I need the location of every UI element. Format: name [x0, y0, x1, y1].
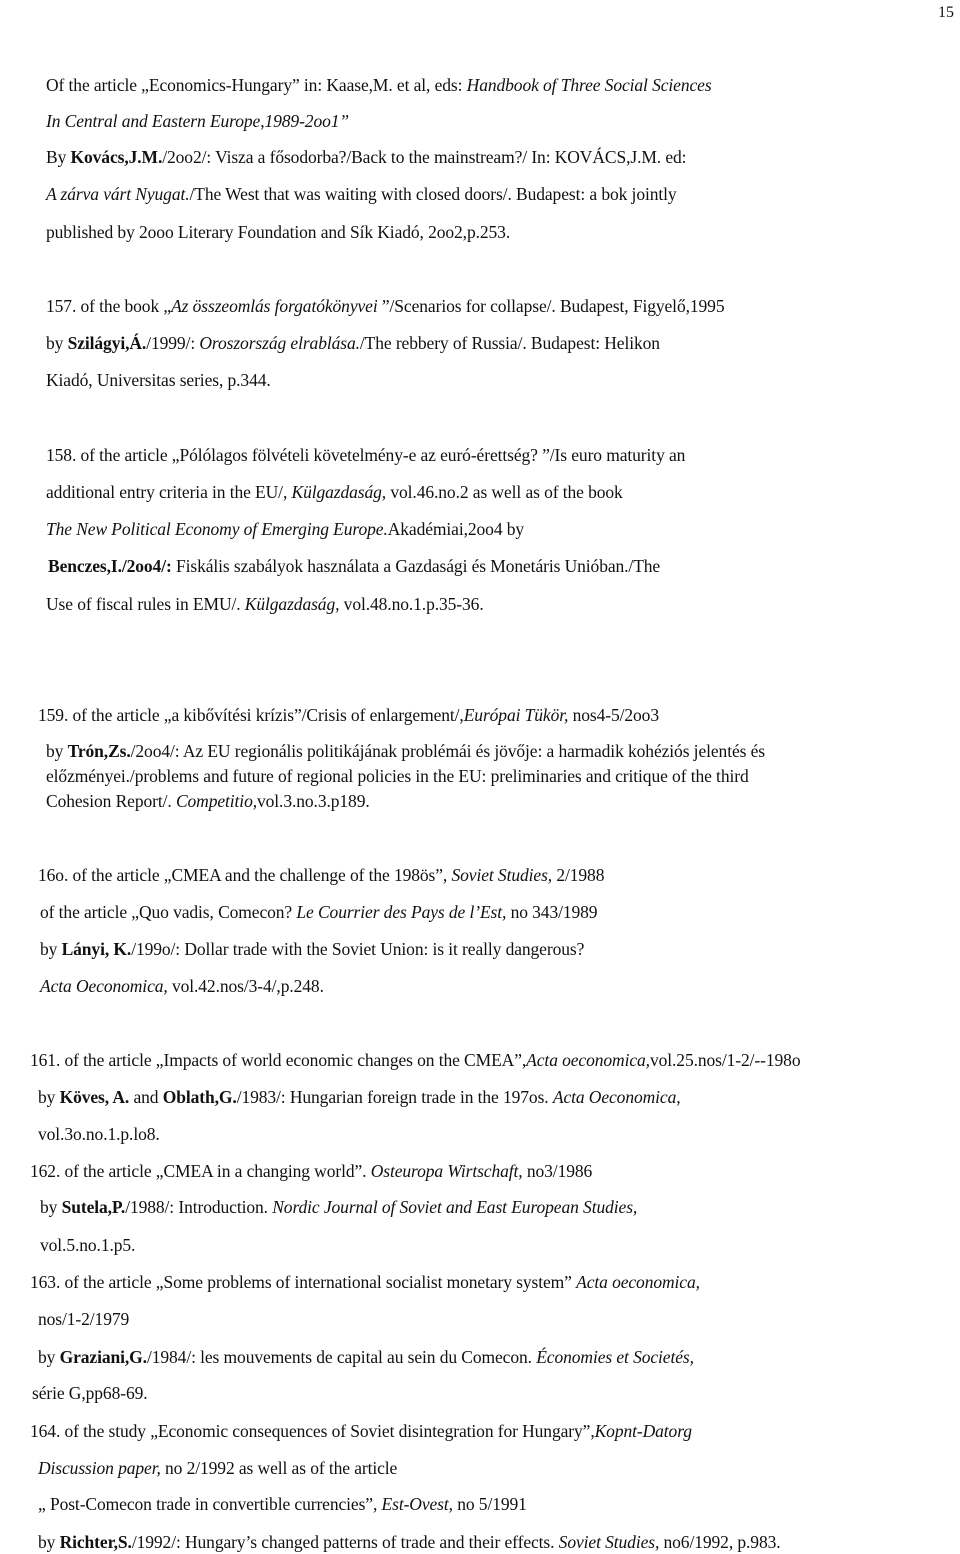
- text-line-l35: [38, 1534, 781, 1552]
- text-line-l8: [46, 372, 271, 390]
- text-segment: by: [40, 939, 62, 959]
- text-segment: Köves, A.: [59, 1087, 130, 1107]
- text-line-l11: [46, 521, 524, 539]
- text-segment: Osteuropa Wirtschaft,: [370, 1161, 523, 1181]
- text-segment: /1983/: Hungarian foreign trade in the 197os.: [236, 1087, 553, 1107]
- text-segment: A zárva várt Nyugat.: [46, 184, 190, 204]
- text-segment: vol.3o.no.1.p.lo8.: [38, 1124, 160, 1144]
- text-segment: série G,pp68-69.: [32, 1383, 148, 1403]
- text-segment: Szilágyi,Á.: [67, 333, 147, 353]
- text-segment: Handbook of Three Social Sciences: [466, 75, 712, 95]
- text-segment: vol.3.no.3.p189.: [257, 791, 370, 811]
- text-segment: /1999/:: [146, 333, 200, 353]
- text-segment: vol.25.nos/1-2/--198o: [649, 1050, 801, 1070]
- text-line-l31: [32, 1385, 148, 1403]
- text-line-l6: [46, 298, 724, 316]
- text-segment: no 343/1989: [506, 902, 598, 922]
- text-line-l4: [46, 186, 677, 204]
- text-segment: vol.5.no.1.p5.: [40, 1235, 136, 1255]
- text-line-l1: [46, 77, 712, 95]
- text-segment: of the article „Quo vadis, Comecon?: [40, 902, 297, 922]
- text-line-l21: [40, 978, 324, 996]
- text-segment: In Central and Eastern Europe,1989-2oo1”: [46, 111, 350, 131]
- text-line-l17: [46, 793, 370, 811]
- text-segment: no 2/1992 as well as of the article: [160, 1458, 398, 1478]
- text-segment: by: [38, 1347, 60, 1367]
- text-segment: Fiskális szabályok használata a Gazdasági és Monetáris Unióban./The: [171, 556, 661, 576]
- text-segment: Benczes,I./2oo4/:: [48, 556, 172, 576]
- text-line-l22: [30, 1052, 800, 1070]
- text-segment: vol.46.no.2 as well as of the book: [386, 482, 623, 502]
- text-line-l15: [46, 743, 765, 761]
- text-segment: Acta Oeconomica,: [552, 1087, 681, 1107]
- text-segment: 161. of the article „Impacts of world economic changes on the CMEA”,: [30, 1050, 527, 1070]
- text-segment: 164. of the study „Economic consequences of Soviet disintegration for Hungary”,: [30, 1421, 595, 1441]
- text-segment: előzményei./problems and future of regional policies in the EU: preliminaries and critique of the third: [46, 766, 749, 786]
- text-segment: /199o/: Dollar trade with the Soviet Union: is it really dangerous?: [131, 939, 585, 959]
- text-segment: Külgazdaság,: [291, 482, 387, 502]
- text-segment: Le Courrier des Pays de l’Est,: [296, 902, 507, 922]
- text-segment: Oroszország elrablása.: [199, 333, 360, 353]
- text-line-l30: [38, 1349, 694, 1367]
- text-segment: Kopnt-Datorg: [594, 1421, 692, 1441]
- text-line-l16: [46, 768, 749, 786]
- text-segment: /1992/: Hungary’s changed patterns of trade and their effects.: [131, 1532, 559, 1552]
- text-segment: no 5/1991: [452, 1494, 527, 1514]
- text-segment: The New Political Economy of Emerging Europe.: [46, 519, 388, 539]
- text-segment: Akadémiai,2oo4 by: [387, 519, 525, 539]
- text-segment: Soviet Studies,: [451, 865, 553, 885]
- text-line-l14: [38, 707, 659, 725]
- page-number: 15: [938, 4, 954, 21]
- text-segment: vol.48.no.1.p.35-36.: [339, 594, 484, 614]
- text-segment: 162. of the article „CMEA in a changing world”.: [30, 1161, 371, 1181]
- text-line-l5: [46, 224, 510, 242]
- text-segment: Az összeomlás forgatókönyvei: [171, 296, 382, 316]
- text-line-l28: [30, 1274, 700, 1292]
- text-segment: Külgazdaság,: [244, 594, 340, 614]
- text-segment: Sutela,P.: [61, 1197, 126, 1217]
- text-segment: Discussion paper,: [38, 1458, 161, 1478]
- text-line-l23: [38, 1089, 681, 1107]
- text-line-l33: [38, 1460, 397, 1478]
- text-line-l3: [46, 149, 686, 167]
- text-segment: By: [46, 147, 71, 167]
- text-segment: Acta oeconomica,: [576, 1272, 700, 1292]
- text-segment: Économies et Societés,: [536, 1347, 694, 1367]
- text-segment: /2oo2/: Visza a fősodorba?/Back to the mainstream?/ In: KOVÁCS,J.M. ed:: [162, 147, 687, 167]
- text-segment: and: [129, 1087, 163, 1107]
- text-segment: „ Post-Comecon trade in convertible currencies”,: [38, 1494, 382, 1514]
- text-segment: /1988/: Introduction.: [125, 1197, 273, 1217]
- text-segment: /The rebbery of Russia/. Budapest: Helikon: [359, 333, 660, 353]
- text-segment: Trón,Zs.: [67, 741, 131, 761]
- text-segment: Kiadó, Universitas series, p.344.: [46, 370, 271, 390]
- text-line-l32: [30, 1423, 692, 1441]
- text-segment: Richter,S.: [59, 1532, 132, 1552]
- text-line-l34: [38, 1496, 527, 1514]
- text-segment: by: [38, 1087, 60, 1107]
- text-segment: no6/1992, p.983.: [659, 1532, 781, 1552]
- text-segment: no3/1986: [522, 1161, 593, 1181]
- text-segment: /1984/: les mouvements de capital au sein du Comecon.: [146, 1347, 537, 1367]
- text-segment: /2oo4/: Az EU regionális politikájának problémái és jövője: a harmadik kohéziós jelentés és: [130, 741, 765, 761]
- text-line-l19: [40, 904, 597, 922]
- text-segment: Cohesion Report/.: [46, 791, 176, 811]
- text-line-l25: [30, 1163, 592, 1181]
- text-segment: 163. of the article „Some problems of international socialist monetary system”: [30, 1272, 577, 1292]
- text-line-l29: [38, 1311, 129, 1329]
- text-segment: published by 2ooo Literary Foundation and Sík Kiadó, 2oo2,p.253.: [46, 222, 511, 242]
- text-line-l27: [40, 1237, 135, 1255]
- text-line-l12: [48, 558, 660, 576]
- text-segment: Acta Oeconomica,: [40, 976, 168, 996]
- text-line-l24: [38, 1126, 160, 1144]
- text-line-l9: [46, 447, 685, 465]
- text-line-l13: [46, 596, 484, 614]
- text-segment: 2/1988: [552, 865, 605, 885]
- text-segment: nos/1-2/1979: [38, 1309, 130, 1329]
- text-line-l20: [40, 941, 584, 959]
- text-segment: Of the article „Economics-Hungary” in: Kaase,M. et al, eds:: [46, 75, 467, 95]
- text-segment: 157. of the book „: [46, 296, 172, 316]
- text-segment: Oblath,G.: [162, 1087, 237, 1107]
- text-segment: /The West that was waiting with closed doors/. Budapest: a bok jointly: [189, 184, 677, 204]
- text-segment: 159. of the article „a kibővítési krízis”/Crisis of enlargement/,: [38, 705, 464, 725]
- text-line-l10: [46, 484, 623, 502]
- text-segment: Graziani,G.: [59, 1347, 147, 1367]
- text-segment: Soviet Studies,: [558, 1532, 660, 1552]
- text-segment: 158. of the article „Pólólagos fölvételi követelmény-e az euró-érettség? ”/Is euro maturity an: [46, 445, 686, 465]
- text-segment: Competitio,: [175, 791, 257, 811]
- text-segment: by: [38, 1532, 60, 1552]
- text-segment: by: [40, 1197, 62, 1217]
- text-segment: Use of fiscal rules in EMU/.: [46, 594, 245, 614]
- text-segment: Kovács,J.M.: [70, 147, 163, 167]
- text-segment: by: [46, 333, 68, 353]
- text-segment: nos4-5/2oo3: [568, 705, 659, 725]
- text-segment: Nordic Journal of Soviet and East European Studies,: [272, 1197, 638, 1217]
- text-segment: Acta oeconomica,: [526, 1050, 650, 1070]
- text-segment: ”/Scenarios for collapse/. Budapest, Figyelő,1995: [381, 296, 725, 316]
- text-line-l26: [40, 1199, 637, 1217]
- text-line-l18: [38, 867, 604, 885]
- text-segment: additional entry criteria in the EU/,: [46, 482, 292, 502]
- text-line-l7: [46, 335, 660, 353]
- text-segment: by: [46, 741, 68, 761]
- text-segment: vol.42.nos/3-4/,p.248.: [167, 976, 324, 996]
- text-segment: 16o. of the article „CMEA and the challenge of the 198ös”,: [38, 865, 452, 885]
- text-segment: Európai Tükör,: [463, 705, 569, 725]
- text-segment: Est-Ovest,: [381, 1494, 453, 1514]
- text-line-l2: [46, 113, 349, 131]
- text-segment: Lányi, K.: [61, 939, 132, 959]
